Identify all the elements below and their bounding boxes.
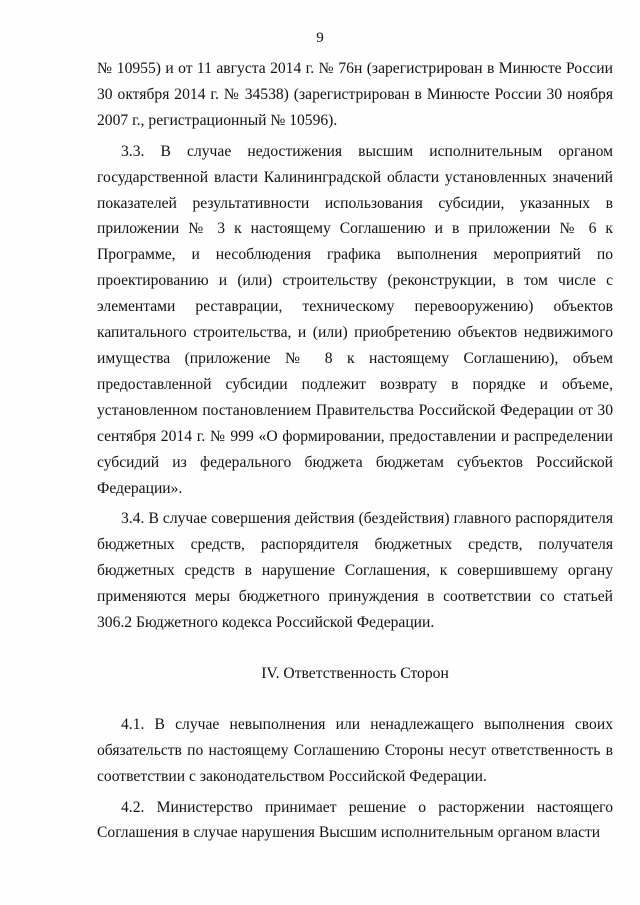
paragraph-4-1: 4.1. В случае невыполнения или ненадлежащего выполнения своих обязательств по настоящему Соглашению Стороны несут ответственность в соответствии с законодательством Российской Федерации. — [97, 715, 613, 785]
document-body — [97, 56, 613, 846]
page-number: 9 — [316, 30, 324, 46]
paragraph-continuation: № 10955) и от 11 августа 2014 г. № 76н (зарегистрирован в Минюсте России 30 октября 2014 г. № 34538) (зарегистрирован в Минюсте России 30 ноября 2007 г., регистрационный № 10596). — [97, 60, 613, 129]
section-heading-iv: IV. Ответственность Сторон — [261, 664, 449, 682]
paragraph-3-3: 3.3. В случае недостижения высшим исполнительным органом государственной власти Калининградской области установленных значений показателей результативности использования субсидии, указанных в приложении № 3 к настоящему Соглашению и в приложении № 6 к Программе, и несоблюдения графика выполнения мероприятий по проектированию и (или) строительству (реконструкции, в том числе с элементами реставрации, техническому перевооружению) объектов капитального строительства, и (или) приобретению объектов недвижимого имущества (приложение № 8 к настоящему Соглашению), объем предоставленной субсидии подлежит возврату в порядке и объеме, установленном постановлением Правительства Российской Федерации от 30 сентября 2014 г. № 999 «О формировании, предоставлении и распределении субсидий из федерального бюджета бюджетам субъектов Российской Федерации». — [97, 142, 613, 497]
paragraph-3-4: 3.4. В случае совершения действия (бездействия) главного распорядителя бюджетных средств, распорядителя бюджетных средств, получателя бюджетных средств в нарушение Соглашения, к совершившему органу применяются меры бюджетного принуждения в соответствии со статьей 306.2 Бюджетного кодекса Российской Федерации. — [97, 510, 613, 632]
paragraph-4-2: 4.2. Министерство принимает решение о расторжении настоящего Соглашения в случае нарушения Высшим исполнительным органом власти — [97, 798, 613, 842]
